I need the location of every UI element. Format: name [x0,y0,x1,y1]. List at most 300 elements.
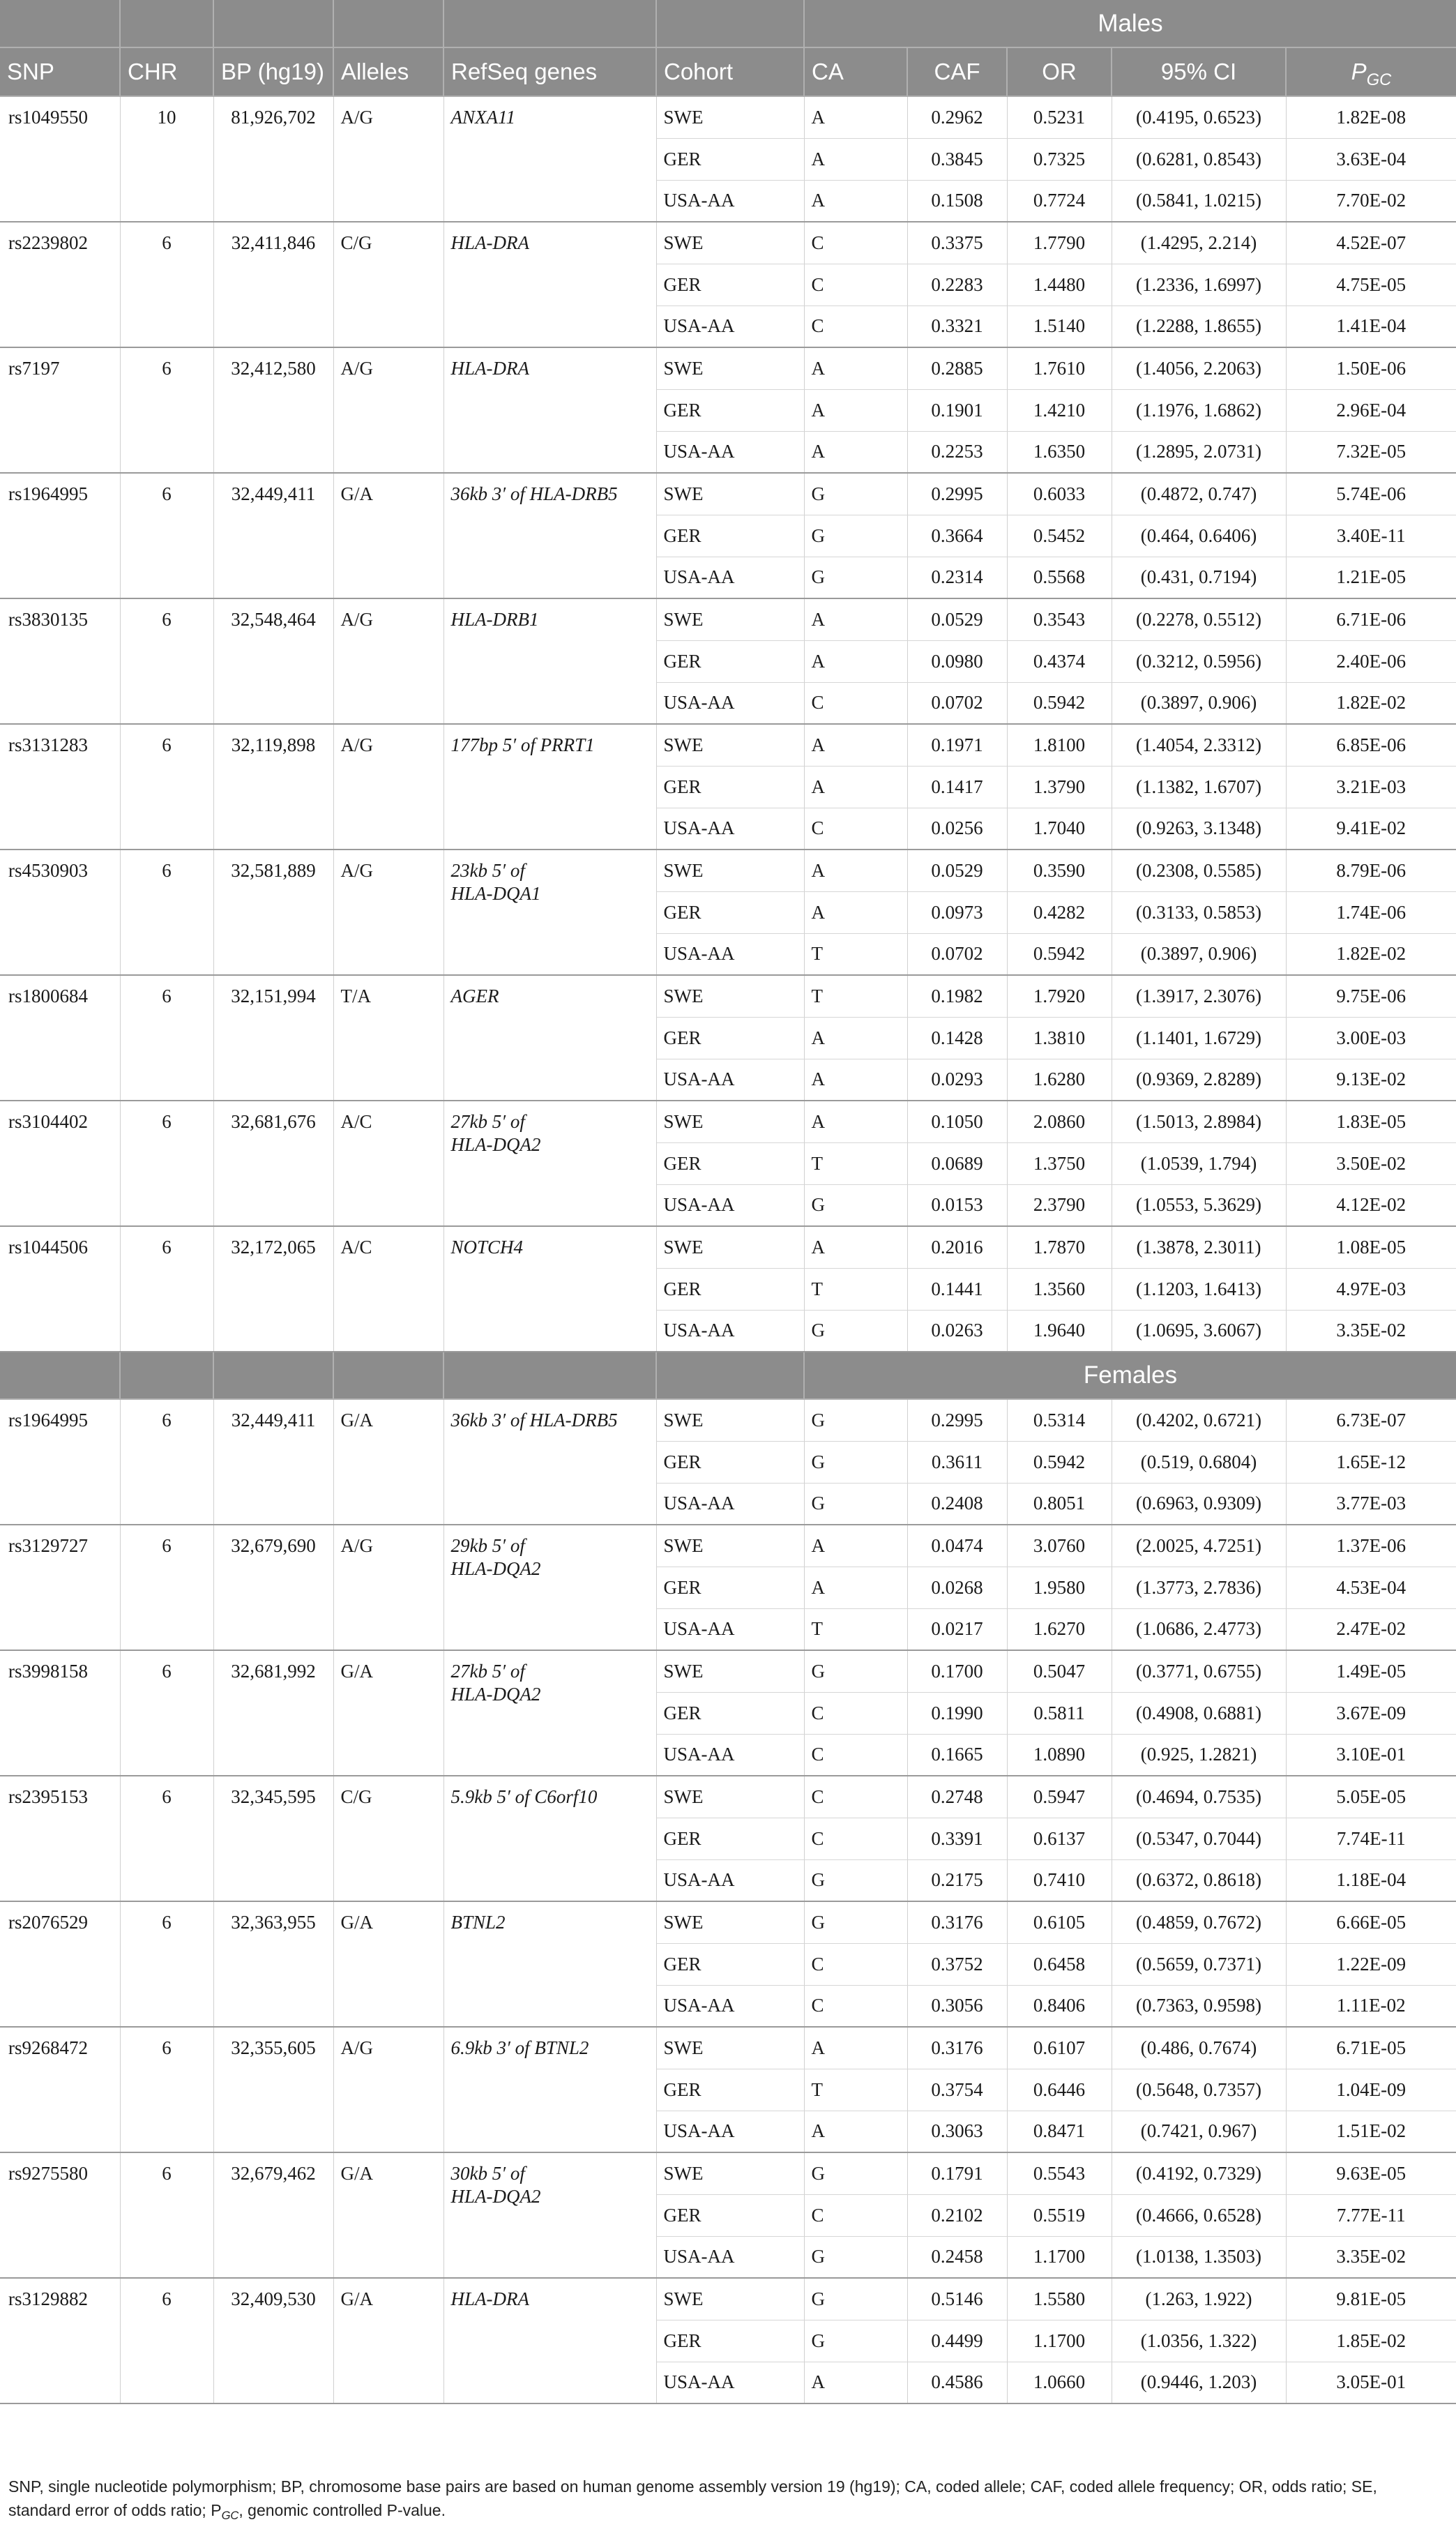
alleles: A/G [333,96,443,222]
chromosome: 6 [120,850,213,975]
p-value-gc: 4.52E-07 [1286,222,1456,264]
odds-ratio: 2.3790 [1007,1184,1112,1226]
odds-ratio: 1.0660 [1007,2362,1112,2403]
cohort: GER [656,766,804,808]
coded-allele: A [804,850,907,891]
coded-allele-frequency: 0.0702 [907,933,1007,975]
base-pair-position: 32,679,690 [213,1525,333,1650]
footnote-line-2 [8,2498,1445,2524]
table-row [0,96,1456,138]
snp-id: rs9268472 [0,2027,120,2152]
coded-allele-frequency: 0.1990 [907,1692,1007,1734]
alleles: A/C [333,1226,443,1352]
alleles: G/A [333,473,443,598]
table-row [0,1776,1456,1818]
cohort: SWE [656,473,804,515]
confidence-interval: (0.6963, 0.9309) [1112,1483,1286,1525]
p-value-gc: 2.47E-02 [1286,1608,1456,1650]
odds-ratio: 1.5580 [1007,2278,1112,2320]
confidence-interval: (1.1401, 1.6729) [1112,1017,1286,1059]
coded-allele: A [804,96,907,138]
table-row [0,2152,1456,2194]
header-spacer [0,0,120,47]
coded-allele: G [804,473,907,515]
table-row [0,222,1456,264]
coded-allele: G [804,557,907,598]
coded-allele-frequency: 0.0980 [907,640,1007,682]
chromosome: 6 [120,598,213,724]
coded-allele: T [804,975,907,1017]
table-row [0,1226,1456,1268]
p-value-gc: 1.41E-04 [1286,305,1456,347]
gene-line-1: HLA-DRA [450,232,529,253]
cohort: USA-AA [656,682,804,724]
cohort: GER [656,640,804,682]
odds-ratio: 0.5047 [1007,1650,1112,1692]
base-pair-position: 32,363,955 [213,1901,333,2027]
base-pair-position: 32,355,605 [213,2027,333,2152]
p-value-gc: 6.66E-05 [1286,1901,1456,1943]
confidence-interval: (0.9263, 3.1348) [1112,808,1286,850]
p-value-gc: 1.49E-05 [1286,1650,1456,1692]
odds-ratio: 0.8471 [1007,2111,1112,2152]
coded-allele-frequency: 0.3176 [907,1901,1007,1943]
column-header-chr: CHR [120,47,213,96]
table-row [0,598,1456,640]
base-pair-position: 32,679,462 [213,2152,333,2278]
table-row [0,473,1456,515]
refseq-gene [443,347,656,473]
p-value-gc: 1.08E-05 [1286,1226,1456,1268]
coded-allele: G [804,1901,907,1943]
coded-allele-frequency: 0.2016 [907,1226,1007,1268]
odds-ratio: 1.4480 [1007,264,1112,305]
coded-allele: G [804,2278,907,2320]
confidence-interval: (0.431, 0.7194) [1112,557,1286,598]
base-pair-position: 32,449,411 [213,473,333,598]
odds-ratio: 0.6033 [1007,473,1112,515]
confidence-interval: (1.2895, 2.0731) [1112,431,1286,473]
confidence-interval: (1.1976, 1.6862) [1112,389,1286,431]
confidence-interval: (1.1203, 1.6413) [1112,1268,1286,1310]
table-row [0,2278,1456,2320]
coded-allele: T [804,1608,907,1650]
base-pair-position: 32,345,595 [213,1776,333,1901]
coded-allele-frequency: 0.0268 [907,1567,1007,1608]
confidence-interval: (1.5013, 2.8984) [1112,1101,1286,1142]
coded-allele: A [804,138,907,180]
coded-allele-frequency: 0.1050 [907,1101,1007,1142]
alleles: A/G [333,724,443,850]
p-value-gc: 6.73E-07 [1286,1399,1456,1441]
gene-line-1: 30kb 5′ of [450,2163,525,2184]
confidence-interval: (1.4054, 2.3312) [1112,724,1286,766]
coded-allele-frequency: 0.2995 [907,1399,1007,1441]
refseq-gene [443,1399,656,1525]
chromosome: 6 [120,1776,213,1901]
coded-allele-frequency: 0.1901 [907,389,1007,431]
column-header-alleles: Alleles [333,47,443,96]
coded-allele: C [804,808,907,850]
coded-allele-frequency: 0.1665 [907,1734,1007,1776]
coded-allele-frequency: 0.2102 [907,2194,1007,2236]
odds-ratio: 0.5543 [1007,2152,1112,2194]
cohort: USA-AA [656,180,804,222]
refseq-gene [443,1525,656,1650]
coded-allele: G [804,2152,907,2194]
cohort: GER [656,1142,804,1184]
footnote-line-1: SNP, single nucleotide polymorphism; BP, chromosome base pairs are based on human genome assembly version 19 (hg19); CA, coded allele; CAF, coded allele frequency; OR, odds ratio; SE, [8,2477,1377,2496]
gene-line-1: BTNL2 [450,1912,506,1933]
refseq-gene [443,850,656,975]
odds-ratio: 0.6446 [1007,2069,1112,2111]
header-spacer [443,0,656,47]
odds-ratio: 1.6280 [1007,1059,1112,1101]
refseq-gene [443,1650,656,1776]
refseq-gene [443,2027,656,2152]
confidence-interval: (1.0138, 1.3503) [1112,2236,1286,2278]
cohort: GER [656,264,804,305]
cohort: SWE [656,2278,804,2320]
odds-ratio: 1.1700 [1007,2236,1112,2278]
p-value-gc: 9.75E-06 [1286,975,1456,1017]
p-value-gc: 4.12E-02 [1286,1184,1456,1226]
odds-ratio: 0.5811 [1007,1692,1112,1734]
confidence-interval: (1.2288, 1.8655) [1112,305,1286,347]
coded-allele-frequency: 0.2748 [907,1776,1007,1818]
gene-line-2: HLA-DQA1 [450,883,541,904]
header-spacer [656,1352,804,1399]
coded-allele-frequency: 0.0529 [907,850,1007,891]
confidence-interval: (1.3878, 2.3011) [1112,1226,1286,1268]
cohort: SWE [656,724,804,766]
gene-line-1: 27kb 5′ of [450,1661,525,1682]
confidence-interval: (0.4195, 0.6523) [1112,96,1286,138]
section-header-females [0,1352,1456,1399]
chromosome: 6 [120,1525,213,1650]
coded-allele-frequency: 0.2253 [907,431,1007,473]
gene-line-1: HLA-DRA [450,2288,529,2309]
confidence-interval: (0.4908, 0.6881) [1112,1692,1286,1734]
coded-allele: C [804,264,907,305]
section-title: Males [804,0,1456,47]
p-value-gc: 1.18E-04 [1286,1859,1456,1901]
coded-allele-frequency: 0.3664 [907,515,1007,557]
odds-ratio: 1.9640 [1007,1310,1112,1352]
confidence-interval: (0.464, 0.6406) [1112,515,1286,557]
chromosome: 6 [120,222,213,347]
cohort: GER [656,1567,804,1608]
snp-id: rs9275580 [0,2152,120,2278]
coded-allele-frequency: 0.2458 [907,2236,1007,2278]
gene-line-1: 36kb 3′ of HLA-DRB5 [450,483,618,504]
coded-allele-frequency: 0.2283 [907,264,1007,305]
cohort: USA-AA [656,431,804,473]
coded-allele: C [804,1776,907,1818]
chromosome: 6 [120,1901,213,2027]
p-value-gc: 1.82E-08 [1286,96,1456,138]
coded-allele: G [804,2236,907,2278]
p-value-gc: 9.41E-02 [1286,808,1456,850]
p-value-gc: 2.40E-06 [1286,640,1456,682]
coded-allele-frequency: 0.4586 [907,2362,1007,2403]
p-value-gc: 1.74E-06 [1286,891,1456,933]
pgc-subscript: GC [1366,70,1392,89]
cohort: GER [656,2320,804,2362]
p-value-gc: 1.65E-12 [1286,1441,1456,1483]
odds-ratio: 1.6350 [1007,431,1112,473]
gene-line-1: ANXA11 [450,107,515,128]
confidence-interval: (1.0539, 1.794) [1112,1142,1286,1184]
confidence-interval: (0.9446, 1.203) [1112,2362,1286,2403]
confidence-interval: (0.6281, 0.8543) [1112,138,1286,180]
refseq-gene [443,96,656,222]
confidence-interval: (0.4192, 0.7329) [1112,2152,1286,2194]
odds-ratio: 1.0890 [1007,1734,1112,1776]
coded-allele-frequency: 0.1508 [907,180,1007,222]
p-value-gc: 3.77E-03 [1286,1483,1456,1525]
p-value-gc: 5.74E-06 [1286,473,1456,515]
coded-allele-frequency: 0.0256 [907,808,1007,850]
odds-ratio: 1.7920 [1007,975,1112,1017]
column-header-cohort: Cohort [656,47,804,96]
confidence-interval: (1.4056, 2.2063) [1112,347,1286,389]
odds-ratio: 0.5947 [1007,1776,1112,1818]
confidence-interval: (1.0356, 1.322) [1112,2320,1286,2362]
chromosome: 6 [120,473,213,598]
confidence-interval: (0.4666, 0.6528) [1112,2194,1286,2236]
p-value-gc: 8.79E-06 [1286,850,1456,891]
odds-ratio: 1.1700 [1007,2320,1112,2362]
p-value-gc: 1.50E-06 [1286,347,1456,389]
cohort: USA-AA [656,1985,804,2027]
odds-ratio: 0.3543 [1007,598,1112,640]
chromosome: 6 [120,724,213,850]
coded-allele-frequency: 0.3391 [907,1818,1007,1859]
table-row [0,1650,1456,1692]
coded-allele: G [804,1310,907,1352]
odds-ratio: 0.6107 [1007,2027,1112,2069]
p-value-gc: 9.13E-02 [1286,1059,1456,1101]
coded-allele: A [804,1017,907,1059]
chromosome: 6 [120,1226,213,1352]
coded-allele-frequency: 0.4499 [907,2320,1007,2362]
cohort: SWE [656,1226,804,1268]
p-value-gc: 1.37E-06 [1286,1525,1456,1567]
coded-allele-frequency: 0.5146 [907,2278,1007,2320]
cohort: USA-AA [656,1859,804,1901]
p-value-gc: 6.85E-06 [1286,724,1456,766]
odds-ratio: 1.9580 [1007,1567,1112,1608]
p-value-gc: 3.63E-04 [1286,138,1456,180]
refseq-gene [443,598,656,724]
p-value-gc: 1.04E-09 [1286,2069,1456,2111]
coded-allele-frequency: 0.0474 [907,1525,1007,1567]
cohort: GER [656,2069,804,2111]
footnote-pgc-subscript: GC [221,2509,239,2523]
odds-ratio: 1.4210 [1007,389,1112,431]
coded-allele: C [804,222,907,264]
column-header-ca: CA [804,47,907,96]
cohort: GER [656,389,804,431]
confidence-interval: (0.519, 0.6804) [1112,1441,1286,1483]
base-pair-position: 32,119,898 [213,724,333,850]
chromosome: 10 [120,96,213,222]
cohort: GER [656,1017,804,1059]
coded-allele: G [804,515,907,557]
p-value-gc: 3.40E-11 [1286,515,1456,557]
coded-allele-frequency: 0.1428 [907,1017,1007,1059]
refseq-gene [443,975,656,1101]
odds-ratio: 2.0860 [1007,1101,1112,1142]
confidence-interval: (0.4859, 0.7672) [1112,1901,1286,1943]
snp-id: rs3131283 [0,724,120,850]
p-value-gc: 1.82E-02 [1286,682,1456,724]
refseq-gene [443,724,656,850]
p-value-gc: 9.63E-05 [1286,2152,1456,2194]
cohort: SWE [656,96,804,138]
coded-allele-frequency: 0.3321 [907,305,1007,347]
header-spacer [0,1352,120,1399]
base-pair-position: 81,926,702 [213,96,333,222]
coded-allele-frequency: 0.2995 [907,473,1007,515]
coded-allele: A [804,891,907,933]
base-pair-position: 32,172,065 [213,1226,333,1352]
odds-ratio: 1.3790 [1007,766,1112,808]
confidence-interval: (1.2336, 1.6997) [1112,264,1286,305]
cohort: USA-AA [656,1734,804,1776]
p-value-gc: 3.10E-01 [1286,1734,1456,1776]
p-value-gc: 3.35E-02 [1286,2236,1456,2278]
snp-id: rs1964995 [0,473,120,598]
cohort: USA-AA [656,1184,804,1226]
confidence-interval: (0.486, 0.7674) [1112,2027,1286,2069]
p-value-gc: 4.75E-05 [1286,264,1456,305]
section-header-males [0,0,1456,47]
section-title: Females [804,1352,1456,1399]
cohort: SWE [656,1399,804,1441]
gene-line-2: HLA-DQA2 [450,2186,541,2207]
cohort: USA-AA [656,808,804,850]
odds-ratio: 0.6137 [1007,1818,1112,1859]
coded-allele: T [804,2069,907,2111]
odds-ratio: 0.5568 [1007,557,1112,598]
snp-id: rs1800684 [0,975,120,1101]
coded-allele-frequency: 0.0293 [907,1059,1007,1101]
coded-allele: T [804,933,907,975]
alleles: G/A [333,1399,443,1525]
coded-allele-frequency: 0.0217 [907,1608,1007,1650]
cohort: USA-AA [656,1310,804,1352]
coded-allele-frequency: 0.1441 [907,1268,1007,1310]
refseq-gene [443,473,656,598]
header-spacer [333,1352,443,1399]
confidence-interval: (1.4295, 2.214) [1112,222,1286,264]
coded-allele: G [804,1650,907,1692]
chromosome: 6 [120,2027,213,2152]
odds-ratio: 0.5452 [1007,515,1112,557]
chromosome: 6 [120,1101,213,1226]
coded-allele-frequency: 0.1700 [907,1650,1007,1692]
table-row [0,2027,1456,2069]
coded-allele: A [804,1226,907,1268]
coded-allele: G [804,1859,907,1901]
alleles: A/G [333,2027,443,2152]
confidence-interval: (0.7363, 0.9598) [1112,1985,1286,2027]
p-value-gc: 7.77E-11 [1286,2194,1456,2236]
confidence-interval: (0.2308, 0.5585) [1112,850,1286,891]
coded-allele-frequency: 0.0973 [907,891,1007,933]
column-header-caf: CAF [907,47,1007,96]
coded-allele: A [804,1525,907,1567]
coded-allele: A [804,2027,907,2069]
snp-id: rs1044506 [0,1226,120,1352]
snp-id: rs4530903 [0,850,120,975]
snp-id: rs3104402 [0,1101,120,1226]
snp-id: rs3129882 [0,2278,120,2403]
snp-id: rs2239802 [0,222,120,347]
confidence-interval: (2.0025, 4.7251) [1112,1525,1286,1567]
p-value-gc: 3.50E-02 [1286,1142,1456,1184]
coded-allele-frequency: 0.3056 [907,1985,1007,2027]
gene-line-1: NOTCH4 [450,1237,524,1258]
refseq-gene [443,1226,656,1352]
snp-id: rs7197 [0,347,120,473]
base-pair-position: 32,681,676 [213,1101,333,1226]
coded-allele-frequency: 0.2175 [907,1859,1007,1901]
header-spacer [120,0,213,47]
cohort: SWE [656,598,804,640]
refseq-gene [443,2278,656,2403]
header-spacer [333,0,443,47]
cohort: GER [656,1441,804,1483]
column-header-bp: BP (hg19) [213,47,333,96]
confidence-interval: (0.7421, 0.967) [1112,2111,1286,2152]
alleles: A/G [333,850,443,975]
coded-allele: C [804,2194,907,2236]
cohort: USA-AA [656,1608,804,1650]
confidence-interval: (0.6372, 0.8618) [1112,1859,1286,1901]
table-row [0,975,1456,1017]
confidence-interval: (1.0553, 5.3629) [1112,1184,1286,1226]
odds-ratio: 1.3560 [1007,1268,1112,1310]
coded-allele-frequency: 0.0702 [907,682,1007,724]
coded-allele-frequency: 0.0529 [907,598,1007,640]
cohort: USA-AA [656,557,804,598]
odds-ratio: 0.3590 [1007,850,1112,891]
coded-allele: A [804,724,907,766]
confidence-interval: (0.3133, 0.5853) [1112,891,1286,933]
snp-id: rs2395153 [0,1776,120,1901]
coded-allele: A [804,347,907,389]
odds-ratio: 1.5140 [1007,305,1112,347]
confidence-interval: (0.2278, 0.5512) [1112,598,1286,640]
cohort: SWE [656,1776,804,1818]
coded-allele-frequency: 0.3845 [907,138,1007,180]
cohort: GER [656,2194,804,2236]
column-header-genes: RefSeq genes [443,47,656,96]
odds-ratio: 0.5519 [1007,2194,1112,2236]
coded-allele-frequency: 0.1417 [907,766,1007,808]
p-value-gc: 7.74E-11 [1286,1818,1456,1859]
confidence-interval: (1.3773, 2.7836) [1112,1567,1286,1608]
p-value-gc: 1.21E-05 [1286,557,1456,598]
p-value-gc: 7.70E-02 [1286,180,1456,222]
cohort: GER [656,1818,804,1859]
cohort: GER [656,1268,804,1310]
cohort: SWE [656,2027,804,2069]
confidence-interval: (0.3897, 0.906) [1112,933,1286,975]
